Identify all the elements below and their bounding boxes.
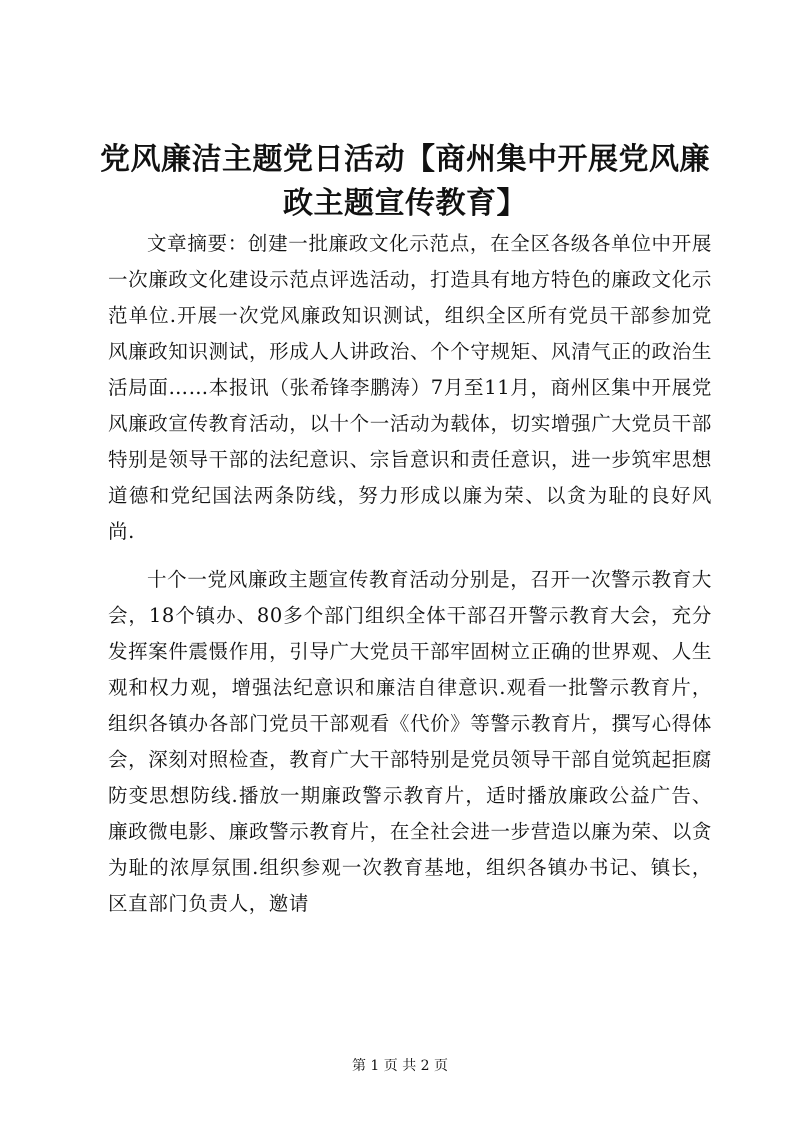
paragraph-activities: 十个一党风廉政主题宣传教育活动分别是，召开一次警示教育大会，18个镇办、80多个部门组织全体干部召开警示教育大会，充分发挥案件震慑作用，引导广大党员干部牢固树立正确的世界观、人生观和权力观，增强法纪意识和廉洁自律意识.观看一批警示教育片，组织各镇办各部门党员干部观看《代价》等警示教育片，撰写心得体会，深刻对照检查，教育广大干部特别是党员领导干部自觉筑起拒腐防变思想防线.播放一期廉政警示教育片，适时播放廉政公益广告、廉政微电影、廉政警示教育片，在全社会进一步营造以廉为荣、以贪为耻的浓厚氛围.组织参观一次教育基地，组织各镇办书记、镇长，区直部门负责人，邀请 xyxy=(108,568,712,915)
page-footer: 第 1 页 共 2 页 xyxy=(351,1058,449,1074)
document-title: 党风廉洁主题党日活动【商州集中开展党风廉政主题宣传教育】 xyxy=(100,142,710,221)
paragraph-summary: 文章摘要：创建一批廉政文化示范点，在全区各级各单位中开展一次廉政文化建设示范点评选活动，打造具有地方特色的廉政文化示范单位.开展一次党风廉政知识测试，组织全区所有党员干部参加党风廉政知识测试，形成人人讲政治、个个守规矩、风清气正的政治生活局面……本报讯（张希锋李鹏涛）7月至11月，商州区集中开展党风廉政宣传教育活动，以十个一活动为载体，切实增强广大党员干部特别是领导干部的法纪意识、宗旨意识和责任意识，进一步筑牢思想道德和党纪国法两条防线，努力形成以廉为荣、以贪为耻的良好风尚. xyxy=(108,232,712,543)
document-body xyxy=(108,226,712,934)
